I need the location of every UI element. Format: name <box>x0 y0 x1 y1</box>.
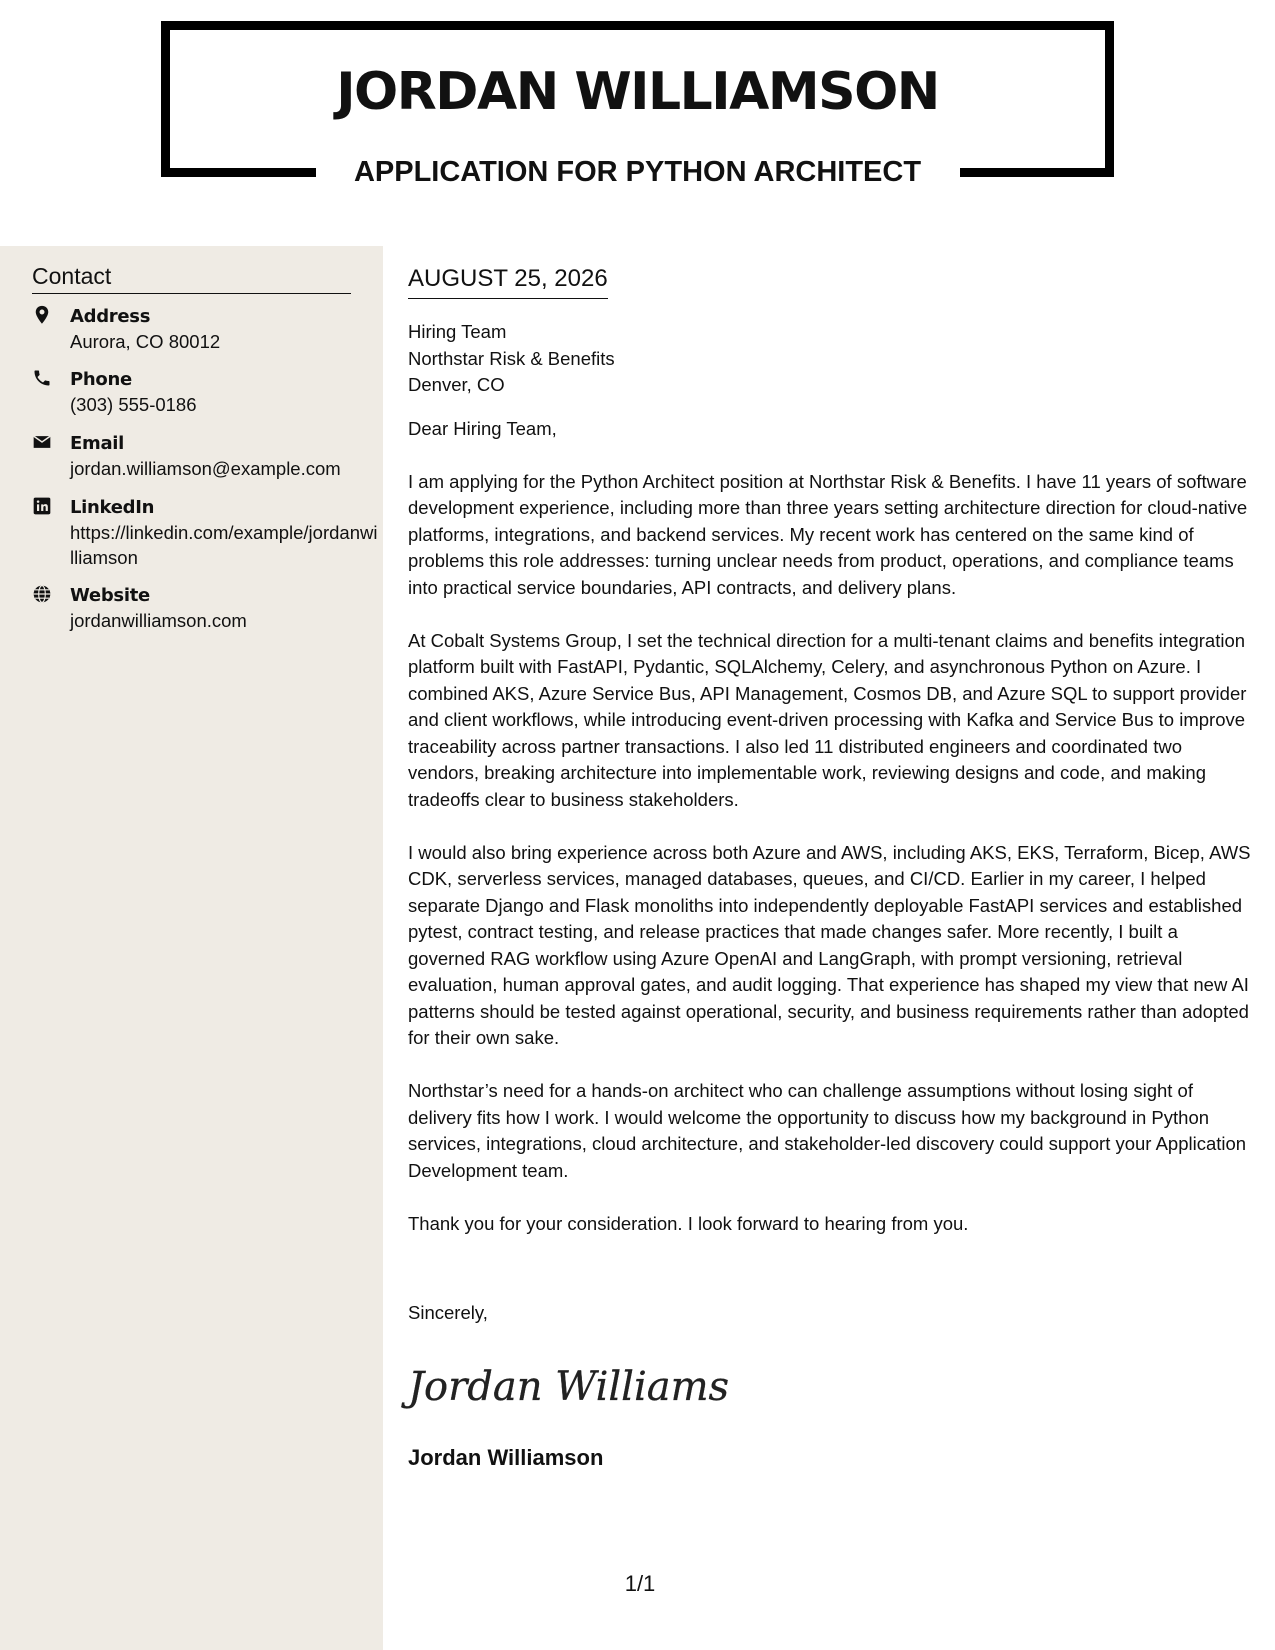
contact-label: Address <box>70 306 151 327</box>
signature-text: Jordan Williams <box>408 1364 730 1410</box>
letter-paragraph: I would also bring experience across both Azure and AWS, including AKS, EKS, Terraform, Bicep, AWS CDK, serverless services, managed databases, queues, and CI/CD. Earlier in my career, I helped separate Django and Flask monoliths into independently deployable FastAPI services and established pytest, contract testing, and release practices that made changes safer. More recently, I built a governed RAG workflow using Azure OpenAI and LangGraph, with prompt versioning, retrieval evaluation, human approval gates, and audit logging. That experience has shaped my view that new AI patterns should be tested against operational, security, and business requirements rather than adopted for their own sake. <box>408 841 1251 1048</box>
page-number: 1/1 <box>624 1571 656 1596</box>
recipient-line: Hiring Team <box>408 321 507 342</box>
envelope-icon <box>32 432 54 454</box>
salutation: Dear Hiring Team, <box>408 417 557 439</box>
handwritten-signature <box>406 1358 730 1418</box>
linkedin-icon <box>32 496 54 518</box>
contact-value: https://linkedin.com/example/jordanwilliamson <box>70 522 378 568</box>
contact-value: jordan.williamson@example.com <box>70 458 341 479</box>
closing: Sincerely, <box>408 1302 488 1323</box>
map-pin-icon <box>32 305 54 327</box>
letter-paragraph: Northstar’s need for a hands-on architect who can challenge assumptions without losing sight of delivery fits how I work. I would welcome the opportunity to discuss how my background in Python services, integrations, cloud architecture, and stakeholder-led discovery could support your Application Development team. <box>408 1080 1247 1181</box>
contact-label: Website <box>70 585 150 606</box>
letter-paragraph: At Cobalt Systems Group, I set the technical direction for a multi-tenant claims and benefits integration platform built with FastAPI, Pydantic, SQLAlchemy, Celery, and asynchronous Python on Azure. I combined AKS, Azure Service Bus, API Management, Cosmos DB, and Azure SQL to support provider and client workflows, while introducing event-driven processing with Kafka and Service Bus to improve traceability across partner transactions. I also led 11 distributed engineers and coordinated two vendors, breaking architecture into implementable work, reviewing designs and code, and making tradeoffs clear to business stakeholders. <box>408 629 1247 810</box>
applicant-name: JORDAN WILLIAMSON <box>336 62 939 122</box>
signer-name: Jordan Williamson <box>408 1445 604 1470</box>
contact-value: jordanwilliamson.com <box>70 610 247 631</box>
recipient-line: Northstar Risk & Benefits <box>408 347 615 369</box>
contact-value: Aurora, CO 80012 <box>70 331 221 352</box>
letter-paragraph: Thank you for your consideration. I look forward to hearing from you. <box>408 1212 969 1234</box>
contact-label: LinkedIn <box>70 497 155 518</box>
phone-icon <box>32 368 54 390</box>
globe-icon <box>32 584 54 606</box>
contact-label: Phone <box>70 369 132 390</box>
recipient-block <box>408 319 1254 399</box>
header-frame-top <box>161 21 1114 30</box>
contact-value: (303) 555-0186 <box>70 394 197 415</box>
contact-label: Email <box>70 433 125 454</box>
letter-paragraph: I am applying for the Python Architect position at Northstar Risk & Benefits. I have 11 years of software development experience, including more than three years setting architecture direction for cloud-native platforms, integrations, and backend services. My recent work has centered on the same kind of problems this role addresses: turning unclear needs from product, operations, and compliance teams into practical service boundaries, API contracts, and delivery plans. <box>408 470 1248 598</box>
letter-body <box>408 262 1254 1237</box>
recipient-line: Denver, CO <box>408 374 505 395</box>
application-title: APPLICATION FOR PYTHON ARCHITECT <box>353 156 922 188</box>
contact-heading: Contact <box>32 262 351 294</box>
letter-date: AUGUST 25, 2026 <box>408 262 608 299</box>
